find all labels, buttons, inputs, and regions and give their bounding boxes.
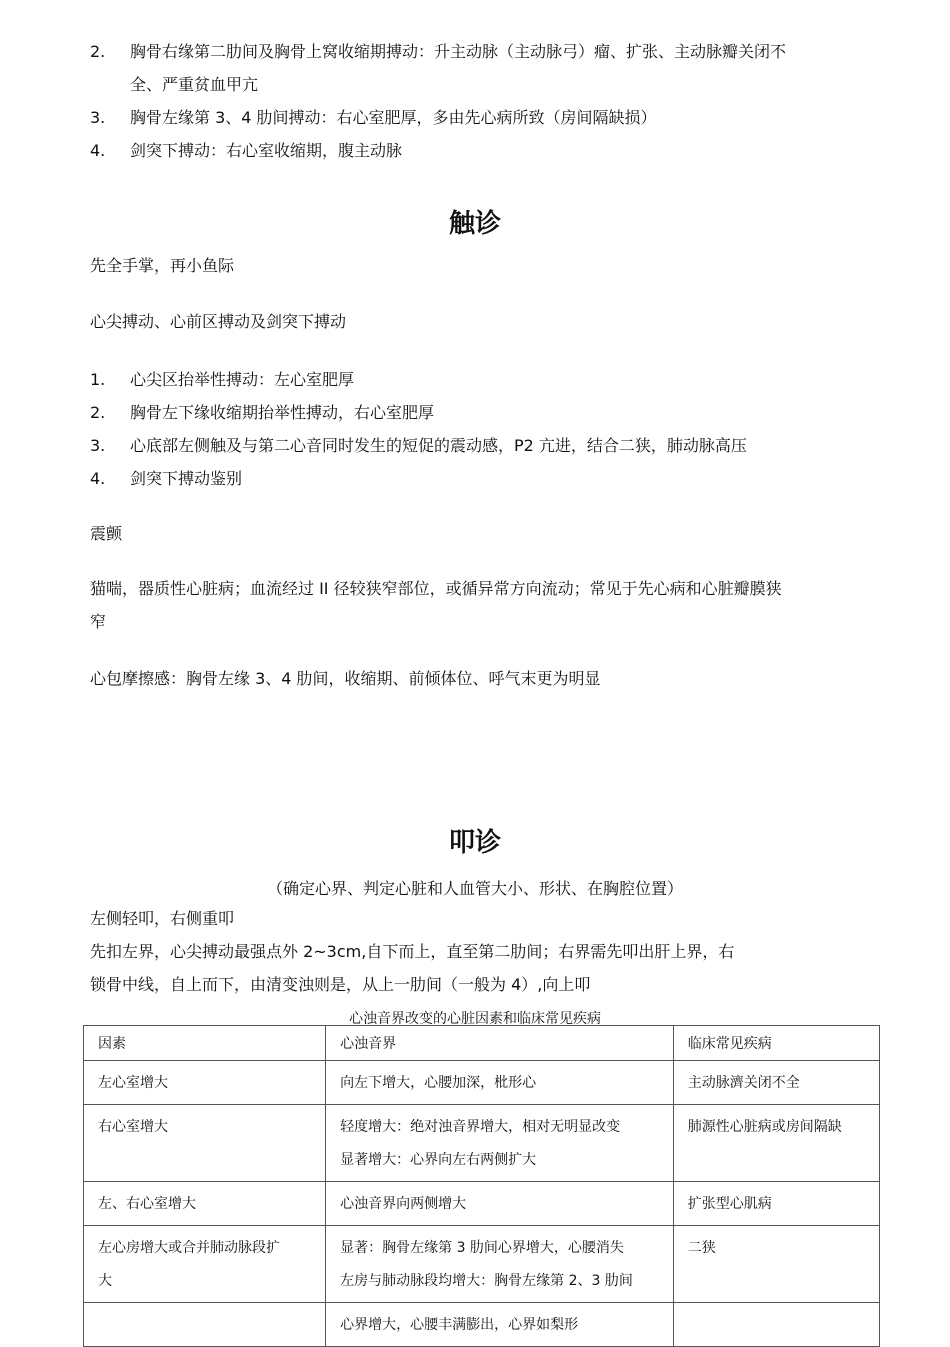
thrill-paragraph: 猫喘，器质性心脏病；血流经过 II 径较狭窄部位，或循异常方向流动；常见于先心病和心脏瓣膜狭 窄	[90, 579, 782, 631]
table-cell: 左、右心室增大	[84, 1182, 326, 1226]
thrill-title: 震颤	[90, 524, 123, 543]
section-title-percussion: 叩诊	[448, 828, 501, 858]
paragraph: 锁骨中线，自上而下，由清变浊则是，从上一肋间（一般为 4）,向上叩	[90, 975, 591, 994]
table-cell: 向左下增大，心腰加深，枇形心	[326, 1061, 674, 1105]
friction-paragraph: 心包摩擦感：胸骨左缘 3、4 肋间，收缩期、前倾体位、呼气末更为明显	[90, 669, 601, 688]
list-item: 2. 胸骨左下缘收缩期抬举性搏动，右心室肥厚	[90, 403, 435, 422]
header-cell: 心浊音界	[326, 1026, 674, 1061]
table-cell: 左心房增大或合并肺动脉段扩 大	[84, 1226, 326, 1303]
section-title-palpation: 触诊	[448, 209, 501, 239]
list-item: 4. 剑突下搏动：右心室收缩期，腹主动脉	[90, 141, 403, 160]
table-cell: 轻度增大：绝对浊音界增大，相对无明显改变 显著增大：心界向左右两侧扩大	[326, 1105, 674, 1182]
table-cell: 主动脉濟关闭不全	[673, 1061, 879, 1105]
list-item: 3. 胸骨左缘第 3、4 肋间搏动：右心室肥厚，多由先心病所致（房间隔缺损）	[90, 108, 657, 127]
table-cell	[673, 1303, 879, 1347]
table-cell: 心界增大，心腰丰满膨出，心界如梨形	[326, 1303, 674, 1347]
list-item: 2. 胸骨右缘第二肋间及胸骨上窝收缩期搏动：升主动脉（主动脉弓）瘤、扩张、主动脉瓣关闭不 全、严重贫血甲亢	[90, 42, 787, 94]
table-header-row	[84, 1026, 880, 1061]
paragraph: 心尖搏动、心前区搏动及剑突下搏动	[90, 312, 347, 331]
table-row	[84, 1105, 880, 1182]
list-item: 4. 剑突下搏动鉴别	[90, 469, 243, 488]
table-cell: 左心室增大	[84, 1061, 326, 1105]
list-item: 1. 心尖区抬举性搏动：左心室肥厚	[90, 370, 355, 389]
list-palpation	[90, 363, 880, 495]
table-cell: 肺源性心脏病或房间隔缺	[673, 1105, 879, 1182]
percussion-subtitle: （确定心界、判定心脏和人血管大小、形状、在胸腔位置）	[266, 879, 683, 898]
paragraph: 先全手掌，再小鱼际	[90, 256, 235, 275]
list-pulsations	[90, 35, 880, 167]
table-cell: 扩张型心肌病	[673, 1182, 879, 1226]
header-cell: 因素	[84, 1026, 326, 1061]
table-row	[84, 1226, 880, 1303]
table-row	[84, 1182, 880, 1226]
table-row	[84, 1061, 880, 1105]
table-row	[84, 1303, 880, 1347]
dullness-table	[83, 1025, 880, 1347]
header-cell: 临床常见疾病	[673, 1026, 879, 1061]
paragraph: 先扣左界，心尖搏动最强点外 2~3cm,自下而上，直至第二肋间；右界需先叩出肝上界，右	[90, 942, 735, 961]
table-cell: 右心室增大	[84, 1105, 326, 1182]
list-item: 3. 心底部左侧触及与第二心音同时发生的短促的震动感，P2 亢进，结合二狭，肺动脉高压	[90, 436, 747, 455]
table-cell	[84, 1303, 326, 1347]
table-cell: 二狭	[673, 1226, 879, 1303]
table-caption: 心浊音界改变的心脏因素和临床常见疾病	[349, 1011, 601, 1027]
paragraph: 左侧轻叩，右侧重叩	[90, 909, 235, 928]
table-cell: 显著：胸骨左缘第 3 肋间心界增大，心腰消失 左房与肺动脉段均增大：胸骨左缘第 2、3 肋间	[326, 1226, 674, 1303]
table-cell: 心浊音界向两侧增大	[326, 1182, 674, 1226]
